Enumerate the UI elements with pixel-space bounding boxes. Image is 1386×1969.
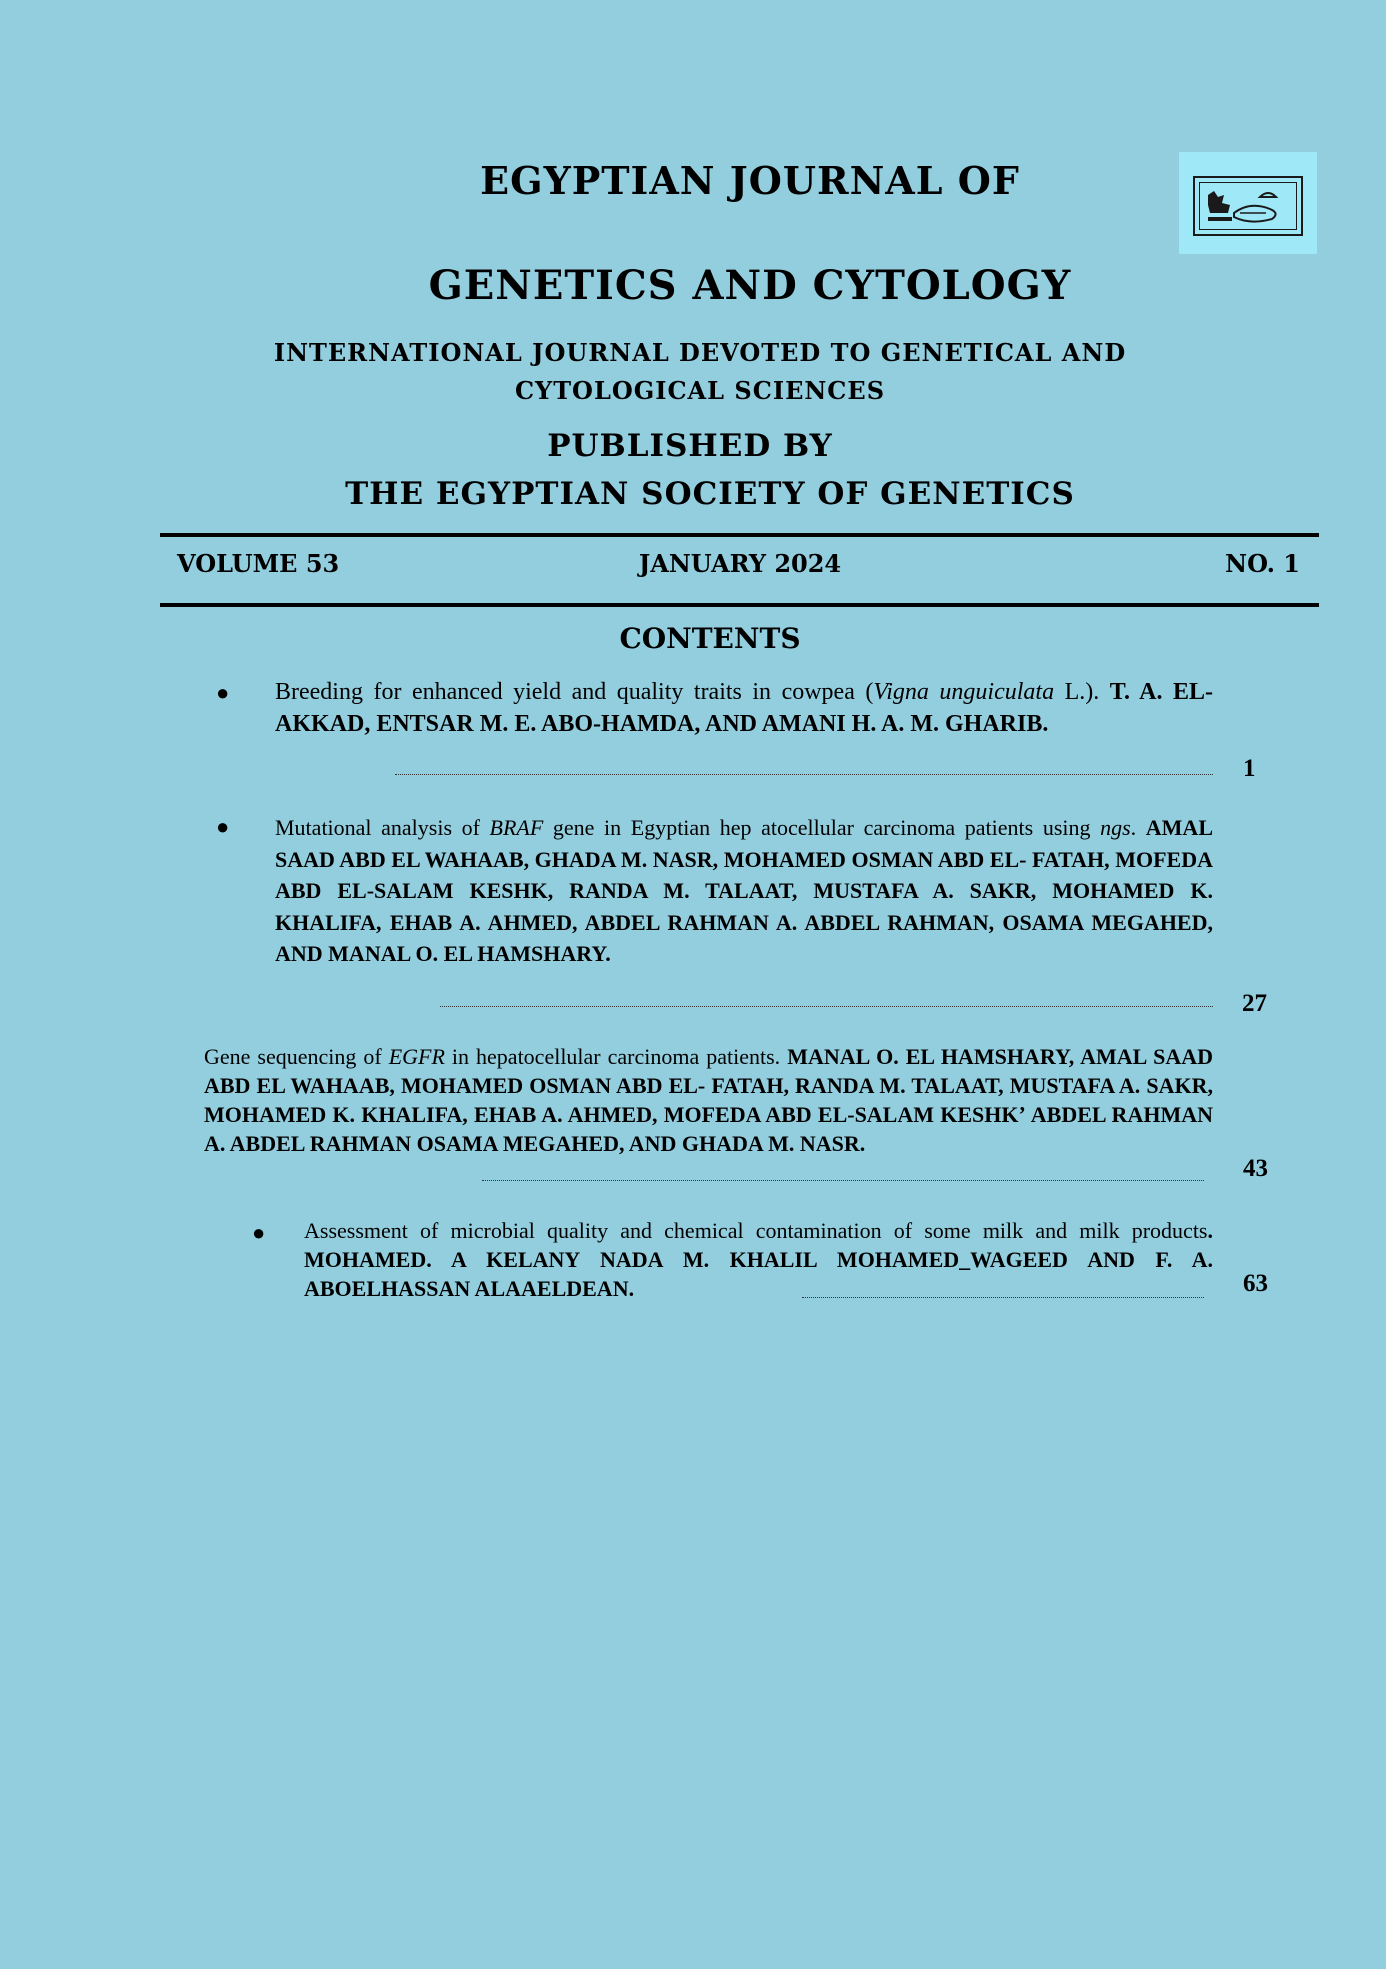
- entry-authors: AMAL SAAD ABD EL WAHAAB, GHADA M. NASR, MOHAMED OSMAN ABD EL- FATAH, MOFEDA ABD EL-SALAM KESHK, RANDA M. TALAAT, MUSTAFA A. SAKR, MOHAMED K. KHALIFA, EHAB A. AHMED, ABDEL RAHMAN A. ABDEL RAHMAN, OSAMA MEGAHED, AND MANAL O. EL HAMSHARY.: [275, 815, 1213, 966]
- entry-title-italic: ngs: [1100, 815, 1131, 840]
- volume-label: VOLUME 53: [177, 549, 340, 578]
- entry-text: [304, 1216, 1213, 1303]
- entry-title-italic: EGFR: [388, 1044, 445, 1069]
- entry-title: Breeding for enhanced yield and quality traits in cowpea (: [275, 679, 874, 705]
- journal-title-line2: GENETICS AND CYTOLOGY: [428, 262, 1072, 309]
- entry-authors: . MOHAMED. A KELANY NADA M. KHALIL MOHAMED_WAGEED AND F. A. ABOELHASSAN ALAAELDEAN.: [304, 1218, 1213, 1301]
- entry-authors: T. A. EL-AKKAD, ENTSAR M. E. ABO-HAMDA, AND AMANI H. A. M. GHARIB.: [275, 679, 1214, 737]
- dot-leader: [482, 1180, 1204, 1181]
- entry-title: Gene sequencing of: [204, 1044, 389, 1069]
- entry-title: .: [1130, 815, 1137, 840]
- dot-leader: [395, 774, 1213, 775]
- entry-page-number: 43: [1243, 1155, 1268, 1182]
- published-by-label: PUBLISHED BY: [547, 428, 833, 464]
- entry-title: L.).: [1054, 679, 1100, 705]
- society-name: THE EGYPTIAN SOCIETY OF GENETICS: [345, 476, 1075, 512]
- entry-page-number: 1: [1243, 755, 1256, 782]
- entry-title-italic: BRAF: [489, 815, 544, 840]
- entry-page-number: 27: [1242, 990, 1267, 1017]
- journal-title-line1: EGYPTIAN JOURNAL OF: [480, 158, 1020, 203]
- dot-leader: [802, 1297, 1204, 1298]
- society-logo: [1179, 152, 1317, 254]
- top-divider: [160, 533, 1319, 537]
- issue-date: JANUARY 2024: [638, 549, 842, 578]
- contents-heading: CONTENTS: [619, 622, 801, 655]
- entry-text: [275, 812, 1213, 970]
- entry-title: Assessment of microbial quality and chemical contamination of some milk and milk products: [304, 1218, 1208, 1243]
- entry-text: [275, 676, 1213, 740]
- entry-title: in hepatocellular carcinoma patients.: [444, 1044, 788, 1069]
- entry-title: Mutational analysis of: [275, 815, 490, 840]
- entry-text: [204, 1042, 1213, 1158]
- bullet-icon: ●: [252, 1220, 266, 1245]
- issue-number: NO. 1: [1225, 549, 1300, 578]
- bullet-icon: ●: [216, 680, 230, 705]
- entry-title-italic: Vigna unguiculata: [873, 679, 1055, 705]
- entry-title: gene in Egyptian hep atocellular carcinoma patients using: [543, 815, 1101, 840]
- entry-authors: MANAL O. EL HAMSHARY, AMAL SAAD ABD EL WAHAAB, MOHAMED OSMAN ABD EL- FATAH, RANDA M. TALAAT, MUSTAFA A. SAKR, MOHAMED K. KHALIFA, EHAB A. AHMED, MOFEDA ABD EL-SALAM KESHKʼ ABDEL RAHMAN A. ABDEL RAHMAN OSAMA MEGAHED, AND GHADA M. NASR.: [204, 1044, 1213, 1156]
- journal-subtitle: INTERNATIONAL JOURNAL DEVOTED TO GENETICAL AND CYTOLOGICAL SCIENCES: [273, 338, 1127, 405]
- dot-leader: [440, 1006, 1213, 1007]
- bullet-icon: ●: [216, 814, 230, 839]
- bottom-divider: [160, 603, 1319, 607]
- entry-page-number: 63: [1243, 1270, 1268, 1297]
